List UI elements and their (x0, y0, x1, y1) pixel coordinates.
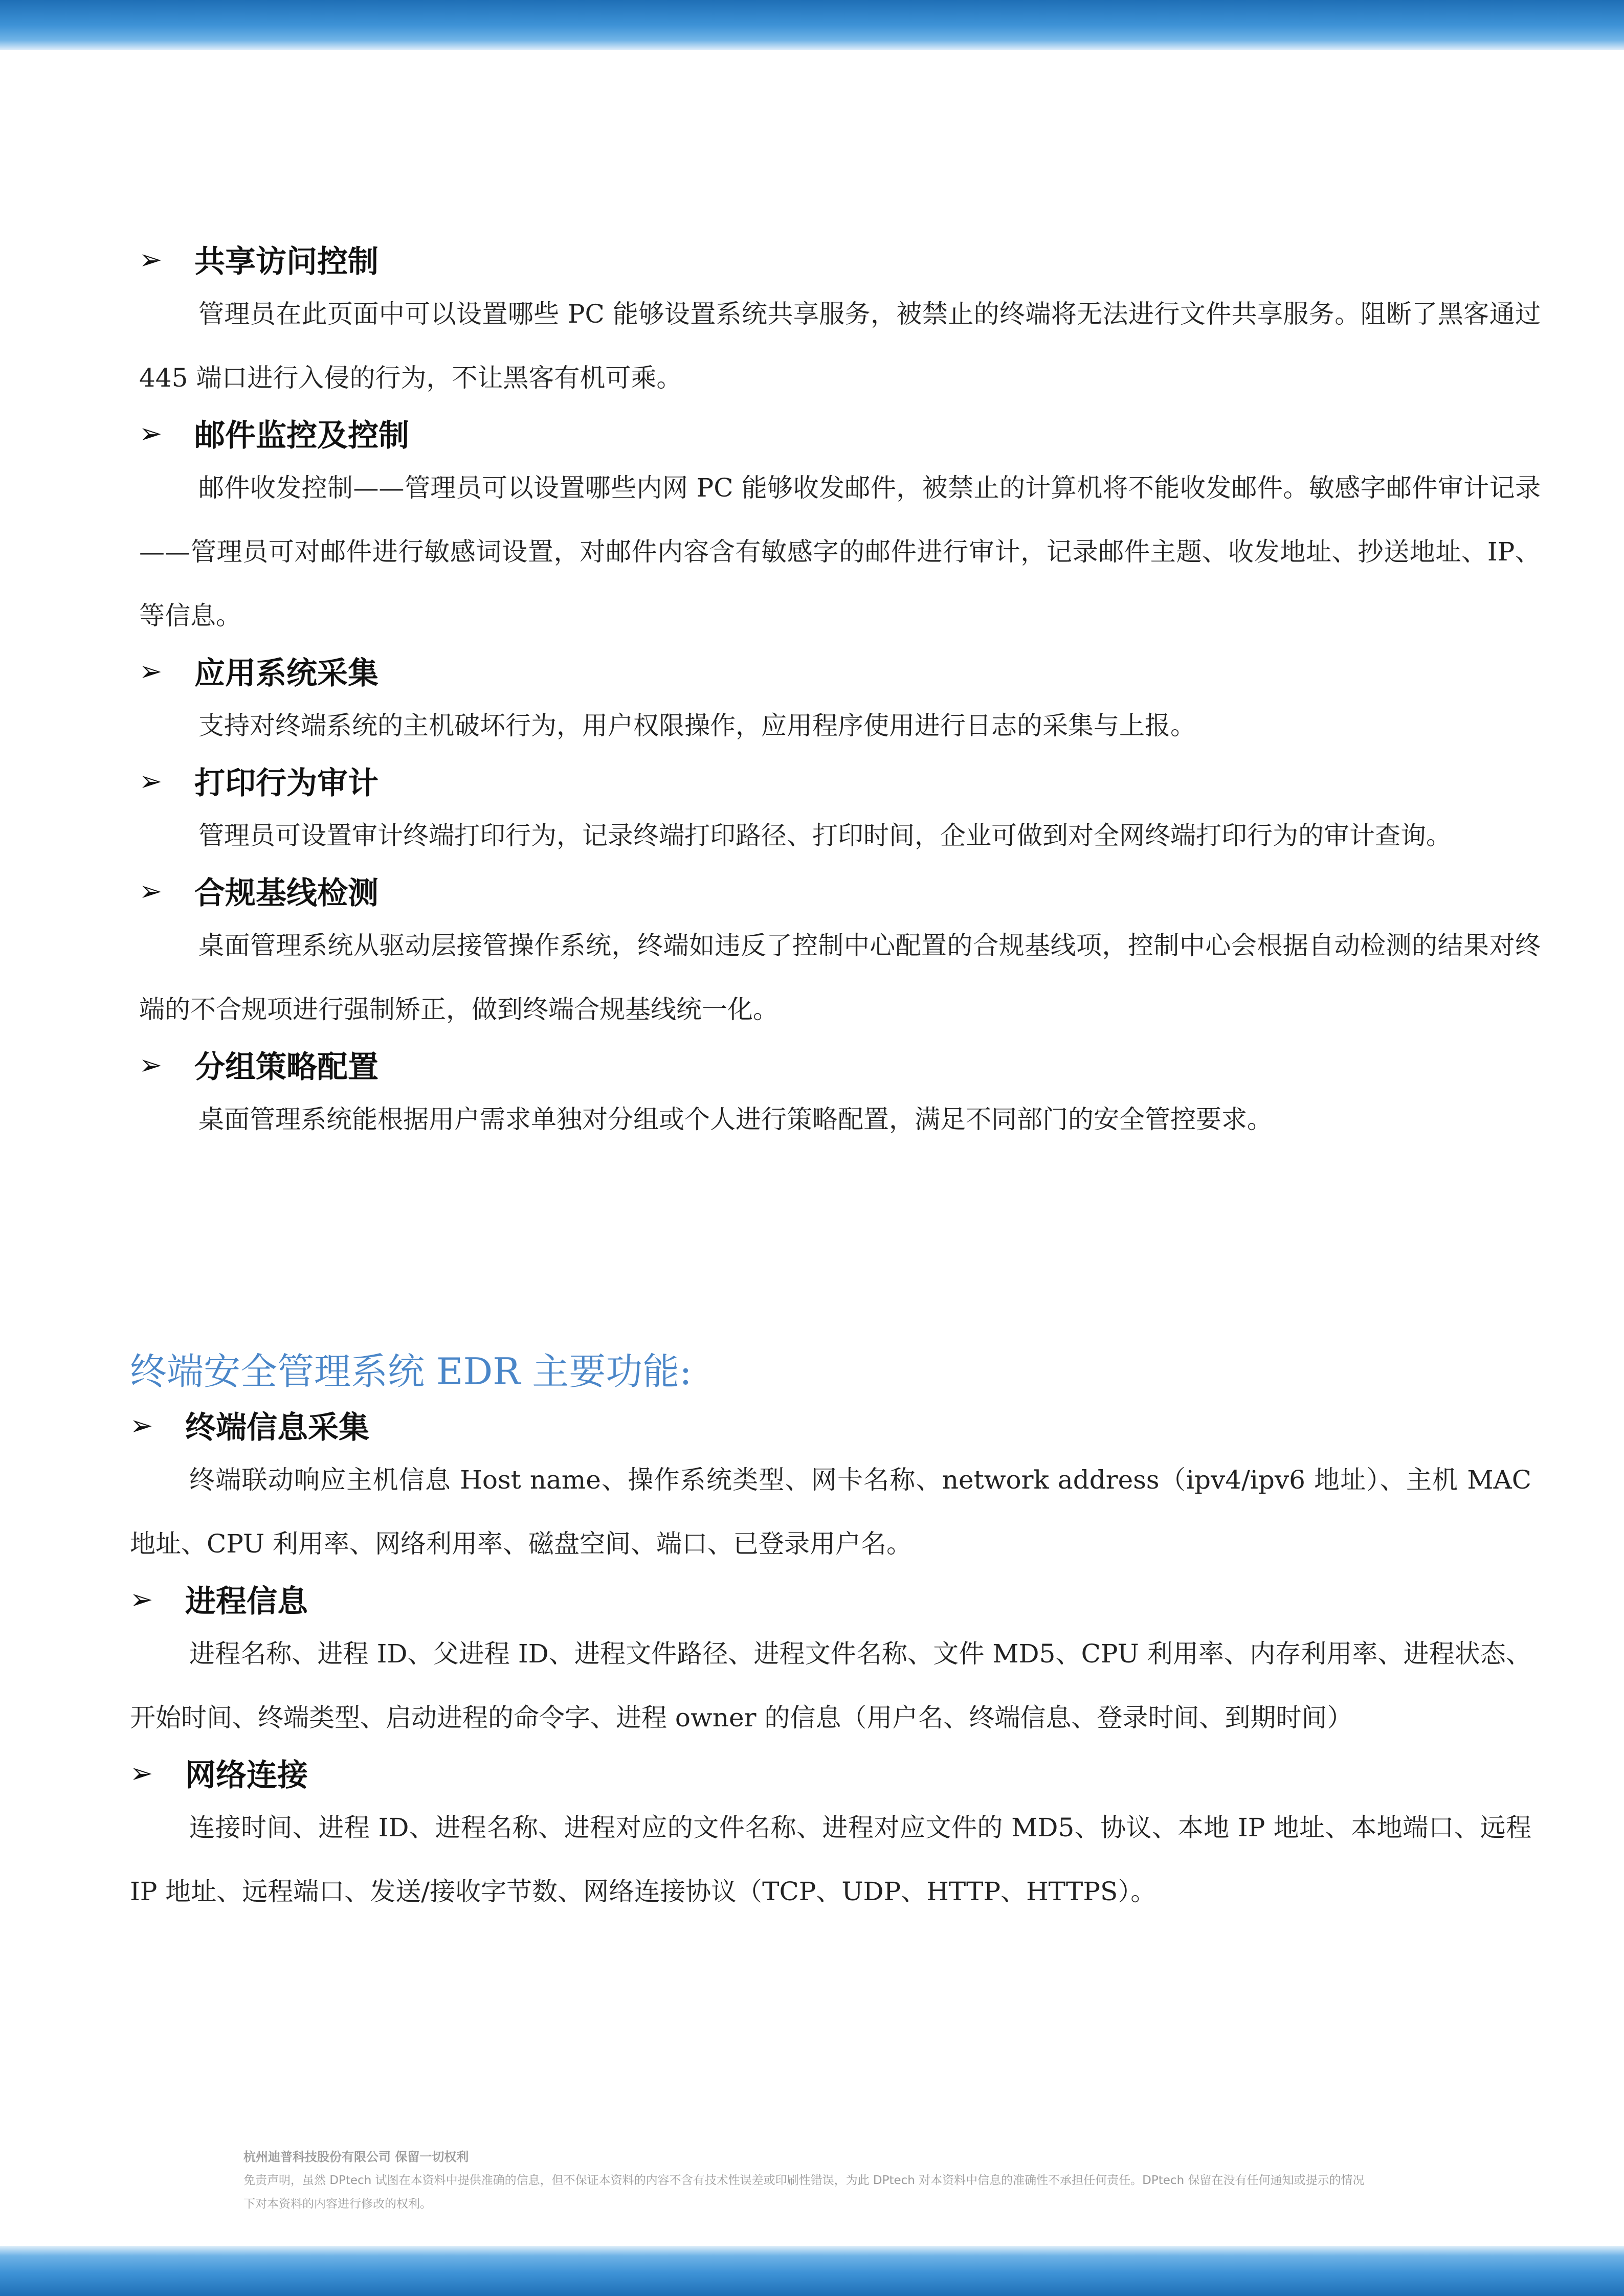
arrowhead-bullet-icon: ➢ (130, 1583, 153, 1615)
arrowhead-bullet-icon: ➢ (139, 1048, 163, 1081)
feature-item (139, 1042, 1541, 1152)
feature-paragraph: 桌面管理系统能根据用户需求单独对分组或个人进行策略配置，满足不同部门的安全管控要求。 (198, 1105, 1273, 1134)
footer-disclaimer: 免责声明，虽然 DPtech 试图在本资料中提供准确的信息，但不保证本资料的内容不含有技术性误差或印刷性错误，为此 DPtech 对本资料中信息的准确性不承担任何责任。DPtech 保留在没有任何通知或提示的情况下对本资料的内容进行修改的权利。 (243, 2174, 1365, 2211)
top-decorative-band (0, 0, 1624, 50)
feature-item (139, 236, 1541, 410)
feature-item (139, 410, 1541, 648)
arrowhead-bullet-icon: ➢ (139, 243, 163, 276)
feature-paragraph: 连接时间、进程 ID、进程名称、进程对应的文件名称、进程对应文件的 MD5、协议、本地 IP 地址、本地端口、远程 IP 地址、远程端口、发送/接收字节数、网络连接协议（TCP、UDP、HTTP、HTTPS）。 (130, 1813, 1531, 1906)
arrowhead-bullet-icon: ➢ (130, 1409, 153, 1442)
feature-paragraph: 管理员可设置审计终端打印行为，记录终端打印路径、打印时间，企业可做到对全网终端打印行为的审计查询。 (198, 821, 1452, 850)
feature-title (130, 1576, 1531, 1622)
feature-title (139, 648, 1541, 694)
feature-item (139, 868, 1541, 1042)
feature-paragraph: 桌面管理系统从驱动层接管操作系统，终端如违反了控制中心配置的合规基线项，控制中心会根据自动检测的结果对终端的不合规项进行强制矫正，做到终端合规基线统一化。 (139, 931, 1541, 1024)
footer-company: 杭州迪普科技股份有限公司 保留一切权利 (243, 2150, 469, 2164)
section-desktop-features (139, 236, 1541, 1152)
feature-item (130, 1576, 1531, 1750)
feature-paragraph: 管理员在此页面中可以设置哪些 PC 能够设置系统共享服务，被禁止的终端将无法进行文件共享服务。阻断了黑客通过 445 端口进行入侵的行为，不让黑客有机可乘。 (139, 299, 1541, 393)
feature-title (130, 1750, 1531, 1796)
section-edr-features (130, 1402, 1531, 1924)
feature-title-text: 进程信息 (185, 1584, 308, 1619)
feature-paragraph: 邮件收发控制——管理员可以设置哪些内网 PC 能够收发邮件，被禁止的计算机将不能收发邮件。敏感字邮件审计记录——管理员可对邮件进行敏感词设置，对邮件内容含有敏感字的邮件进行审计，记录邮件主题、收发地址、抄送地址、IP、等信息。 (139, 473, 1541, 631)
feature-paragraph: 终端联动响应主机信息 Host name、操作系统类型、网卡名称、network address（ipv4/ipv6 地址）、主机 MAC 地址、CPU 利用率、网络利用率、磁盘空间、端口、已登录用户名。 (130, 1465, 1531, 1559)
feature-title (139, 868, 1541, 914)
arrowhead-bullet-icon: ➢ (139, 764, 163, 797)
bottom-decorative-band (0, 2246, 1624, 2296)
feature-title-text: 邮件监控及控制 (194, 418, 409, 454)
feature-item (139, 758, 1541, 868)
feature-title-text: 网络连接 (185, 1758, 308, 1793)
arrowhead-bullet-icon: ➢ (139, 874, 163, 907)
feature-title-text: 终端信息采集 (185, 1410, 369, 1446)
page-footer (243, 2145, 1420, 2216)
arrowhead-bullet-icon: ➢ (139, 417, 163, 449)
feature-title-text: 分组策略配置 (194, 1049, 379, 1085)
feature-title-text: 共享访问控制 (194, 244, 379, 280)
feature-item (130, 1750, 1531, 1924)
feature-paragraph: 支持对终端系统的主机破坏行为，用户权限操作，应用程序使用进行日志的采集与上报。 (198, 711, 1196, 740)
feature-paragraph: 进程名称、进程 ID、父进程 ID、进程文件路径、进程文件名称、文件 MD5、CPU 利用率、内存利用率、进程状态、开始时间、终端类型、启动进程的命令字、进程 owner 的信息（用户名、终端信息、登录时间、到期时间） (130, 1639, 1531, 1732)
feature-title (139, 410, 1541, 456)
feature-title (139, 758, 1541, 804)
feature-title-text: 合规基线检测 (194, 875, 379, 911)
feature-title (139, 1042, 1541, 1088)
feature-title (130, 1402, 1531, 1448)
edr-section-heading: 终端安全管理系统 EDR 主要功能: (130, 1350, 692, 1393)
feature-title (139, 236, 1541, 282)
feature-item (139, 648, 1541, 758)
arrowhead-bullet-icon: ➢ (139, 655, 163, 687)
feature-title-text: 应用系统采集 (194, 656, 379, 691)
feature-title-text: 打印行为审计 (194, 766, 379, 801)
feature-item (130, 1402, 1531, 1576)
arrowhead-bullet-icon: ➢ (130, 1757, 153, 1789)
